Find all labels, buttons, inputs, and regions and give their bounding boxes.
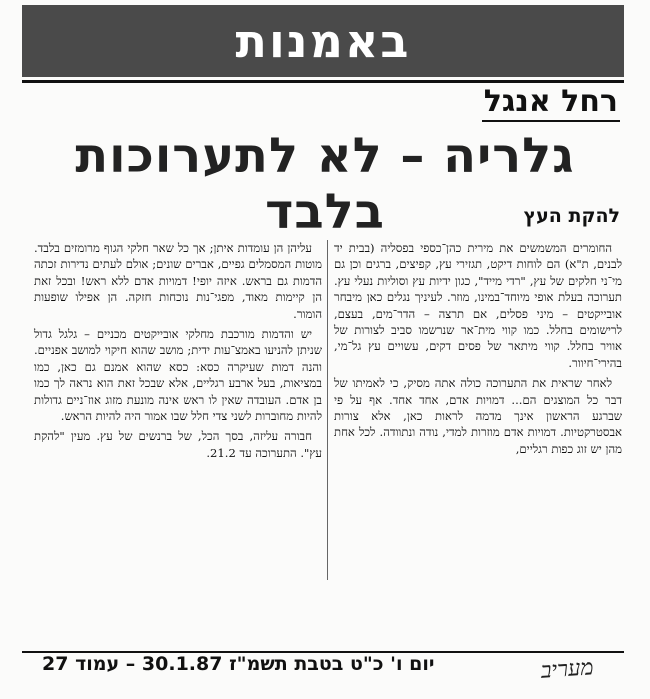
paragraph: יש והדמות מורכבת מחלקי אובייקטים מכניים – גלגל גדול שניתן להניעו באמצ־עות ידית; מושב שהוא חיקוי למושב אפניים. והנה דמות שעיקרה כסא: כסא שהוא אמנם גם כאן, כמו במציאות, בעל ארבע רגליים, אלא שבכל זאת הוא נראה לך כמו בן אדם. העובדה שאין לו ראש אינה מונעת מזוג אוז־ניים גדולות להיות מחוברות לשני צדי חלל שבו אמור היה להיות הראש.	[34, 327, 322, 424]
headline: גלריה – לא לתערוכות בלבד	[75, 128, 575, 240]
section-banner	[22, 5, 624, 77]
page-footer: יום ו' כ"ט בטבת תשמ"ז 30.1.87 – עמוד 27	[42, 653, 435, 675]
article-column-right	[334, 240, 622, 461]
paragraph: עליהן הן עומדות איתן; אך כל שאר חלקי הגוף מרומזים בלבד. מוטות המסמלים גפיים, אברים שונים; אולם לעתים נדירות זכתה הדמות גם בראש. איזה יופי! דמויות אדם ללא ראש! ובכל זאת הן קיימות מאוד, מפגי־נות נוכחות חזקה. הן אפילו שופעות הומור.	[34, 241, 322, 321]
article-column-left	[34, 240, 322, 465]
paragraph: חבורה עליזה, בסך הכל, של ברנשים של עץ. מעין "להקת עץ". התערוכה עד 21.2.	[34, 429, 322, 460]
section-title: באמנות	[235, 14, 411, 68]
top-rule	[22, 80, 624, 83]
subhead: להקת העץ	[523, 205, 620, 227]
column-divider	[327, 240, 328, 580]
paragraph: לאחר שראית את התערוכה כולה אתה מסיק, כי לאמיתו של דבר כל המוצגים הם... דמויות אדם, אחד אחד. אף על פי שברגע הראשון אינך מדמה לראות כאן, אלא צורות אבסטרקטיות. דמויות אדם מוזרות למדי, נודה ונתוודה. לכל אחת מהן יש זוג כפות רגליים,	[334, 376, 622, 456]
byline: רחל אנגל	[482, 84, 620, 122]
newspaper-masthead: מעריב	[540, 655, 595, 684]
paragraph: החומרים המשמשים את מירית כהן־כספי בפסליה (בבית יד לבנים, ת"א) הם לוחות דיקט, תגזירי עץ, קפיצים, ברגים וכן גם מי־ני חלקים של עץ, "רדי מייד", כגון ידיות עץ וסוליות נעלי עץ. תערוכה בעלת אופי מיוחד־במינו, מוזר. לעיניך נגלים כאן מיבחר אובייקטים – מיני פסלים, אם תרצה – הדר־מים, בעצם, לרישומים בחלל. כמו קווי מית־אר שנרשמו סביב לצורות של אוויר בחלל. קווי מיתאר של פסים דקים, עשויים עץ גל־מי, בהירי־חיוור.	[334, 241, 622, 370]
